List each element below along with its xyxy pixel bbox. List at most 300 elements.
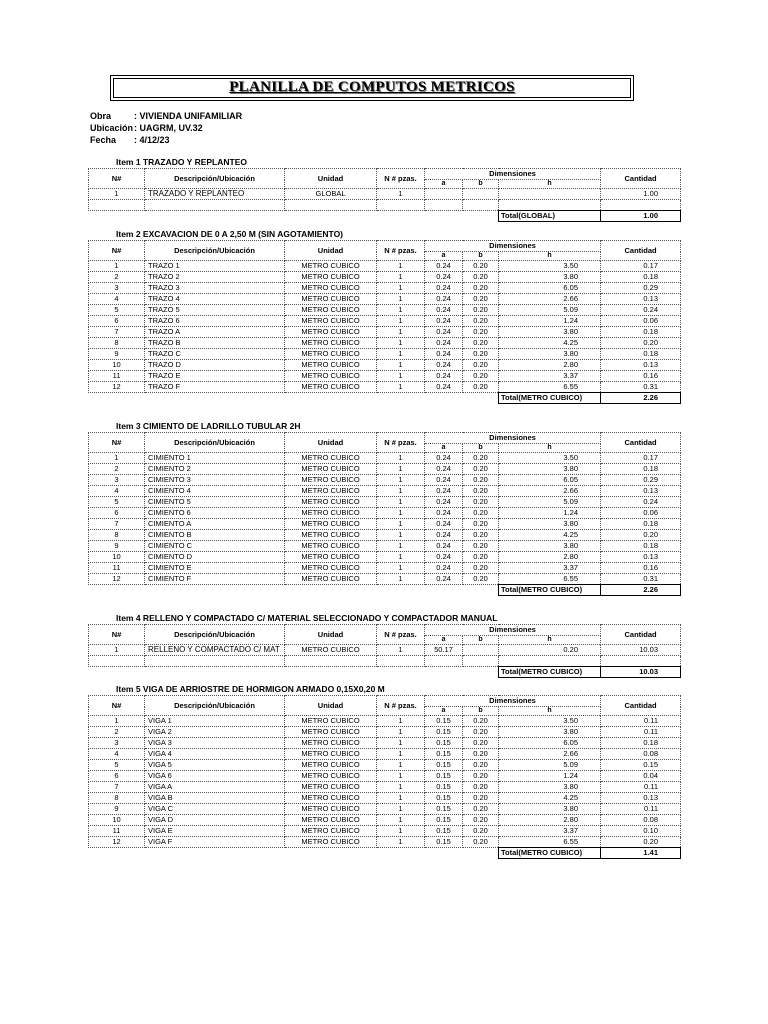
table-row: [89, 453, 681, 464]
cell-a: 0.15: [425, 837, 463, 848]
blank-row: [89, 200, 681, 211]
cell-n: 1: [89, 645, 145, 656]
item-table: [88, 168, 681, 222]
cell-desc: TRAZADO Y REPLANTEO: [145, 189, 285, 200]
empty-cell: [377, 200, 425, 211]
cell-n: 3: [89, 475, 145, 486]
total-row: [89, 585, 681, 596]
cell-pzas: 1: [377, 338, 425, 349]
cell-pzas: 1: [377, 727, 425, 738]
cell-n: 6: [89, 316, 145, 327]
table-row: [89, 327, 681, 338]
cell-desc: VIGA 3: [145, 738, 285, 749]
total-label: Total(GLOBAL): [499, 211, 601, 222]
col-header-a: a: [425, 444, 463, 453]
col-header-unit: Unidad: [285, 625, 377, 645]
cell-b: 0.20: [463, 519, 499, 530]
total-row: [89, 393, 681, 404]
empty-cell: [425, 200, 463, 211]
total-label: Total(METRO CUBICO): [499, 585, 601, 596]
cell-unit: METRO CUBICO: [285, 552, 377, 563]
total-label: Total(METRO CUBICO): [499, 667, 601, 678]
header-row: [89, 241, 681, 252]
cell-unit: METRO CUBICO: [285, 519, 377, 530]
cell-n: 6: [89, 771, 145, 782]
cell-n: 11: [89, 563, 145, 574]
cell-a: 0.15: [425, 815, 463, 826]
cell-n: 7: [89, 782, 145, 793]
col-header-qty: Cantidad: [601, 241, 681, 261]
cell-pzas: 1: [377, 486, 425, 497]
item-section-5: [88, 683, 680, 859]
cell-a: 0.15: [425, 738, 463, 749]
cell-desc: CIMIENTO 2: [145, 464, 285, 475]
item-section-4: [88, 612, 680, 678]
cell-qty: 0.13: [601, 360, 681, 371]
cell-unit: METRO CUBICO: [285, 804, 377, 815]
cell-n: 9: [89, 541, 145, 552]
cell-b: [463, 645, 499, 656]
cell-pzas: 1: [377, 305, 425, 316]
item-title: Item 1 TRAZADO Y REPLANTEO: [116, 157, 247, 167]
cell-desc: VIGA 6: [145, 771, 285, 782]
cell-qty: 0.18: [601, 738, 681, 749]
cell-h: 3.50: [499, 716, 601, 727]
table-row: [89, 541, 681, 552]
cell-b: 0.20: [463, 360, 499, 371]
cell-b: 0.20: [463, 771, 499, 782]
cell-desc: CIMIENTO D: [145, 552, 285, 563]
total-spacer: [89, 211, 499, 222]
cell-qty: 0.24: [601, 305, 681, 316]
cell-qty: 0.13: [601, 294, 681, 305]
cell-unit: METRO CUBICO: [285, 508, 377, 519]
cell-pzas: 1: [377, 453, 425, 464]
cell-b: 0.20: [463, 749, 499, 760]
cell-unit: METRO CUBICO: [285, 453, 377, 464]
col-header-a: a: [425, 636, 463, 645]
cell-b: 0.20: [463, 453, 499, 464]
table-row: [89, 272, 681, 283]
table-row: [89, 574, 681, 585]
cell-qty: 10.03: [601, 645, 681, 656]
table-row: [89, 563, 681, 574]
cell-b: 0.20: [463, 294, 499, 305]
col-header-unit: Unidad: [285, 169, 377, 189]
cell-unit: METRO CUBICO: [285, 541, 377, 552]
col-header-a: a: [425, 252, 463, 261]
cell-pzas: 1: [377, 382, 425, 393]
empty-cell: [601, 656, 681, 667]
cell-unit: METRO CUBICO: [285, 815, 377, 826]
cell-qty: 0.06: [601, 508, 681, 519]
col-header-qty: Cantidad: [601, 625, 681, 645]
table-row: [89, 338, 681, 349]
col-header-n: N#: [89, 433, 145, 453]
item-table: [88, 624, 681, 678]
col-header-desc: Descripción/Ubicación: [145, 696, 285, 716]
item-title: Item 5 VIGA DE ARRIOSTRE DE HORMIGON ARMADO 0,15X0,20 M: [116, 684, 385, 694]
col-header-unit: Unidad: [285, 241, 377, 261]
table-row: [89, 837, 681, 848]
cell-desc: CIMIENTO 6: [145, 508, 285, 519]
col-header-a: a: [425, 707, 463, 716]
cell-desc: VIGA 1: [145, 716, 285, 727]
cell-n: 6: [89, 508, 145, 519]
table-row: [89, 360, 681, 371]
cell-unit: METRO CUBICO: [285, 716, 377, 727]
cell-unit: METRO CUBICO: [285, 771, 377, 782]
cell-a: 0.24: [425, 475, 463, 486]
cell-h: 2.66: [499, 294, 601, 305]
cell-qty: 0.06: [601, 316, 681, 327]
cell-pzas: 1: [377, 283, 425, 294]
cell-b: 0.20: [463, 272, 499, 283]
item-table: [88, 695, 681, 859]
cell-h: 2.80: [499, 815, 601, 826]
cell-n: 12: [89, 837, 145, 848]
cell-pzas: 1: [377, 837, 425, 848]
header-row: [89, 625, 681, 636]
cell-desc: VIGA 2: [145, 727, 285, 738]
cell-n: 9: [89, 804, 145, 815]
cell-n: 4: [89, 294, 145, 305]
cell-unit: METRO CUBICO: [285, 371, 377, 382]
col-header-h: h: [499, 252, 601, 261]
cell-qty: 0.16: [601, 563, 681, 574]
empty-cell: [601, 200, 681, 211]
cell-unit: METRO CUBICO: [285, 793, 377, 804]
total-value: 2.26: [601, 393, 681, 404]
total-row: [89, 848, 681, 859]
cell-h: 5.09: [499, 305, 601, 316]
cell-a: 0.24: [425, 508, 463, 519]
cell-n: 1: [89, 189, 145, 200]
cell-h: 6.55: [499, 837, 601, 848]
cell-unit: GLOBAL: [285, 189, 377, 200]
cell-pzas: 1: [377, 574, 425, 585]
cell-unit: METRO CUBICO: [285, 738, 377, 749]
cell-desc: RELLENO Y COMPACTADO C/ MAT: [145, 645, 285, 656]
cell-pzas: 1: [377, 530, 425, 541]
cell-desc: VIGA E: [145, 826, 285, 837]
cell-qty: 0.11: [601, 804, 681, 815]
cell-n: 10: [89, 360, 145, 371]
cell-b: 0.20: [463, 782, 499, 793]
cell-desc: TRAZO D: [145, 360, 285, 371]
cell-pzas: 1: [377, 563, 425, 574]
cell-b: 0.20: [463, 508, 499, 519]
table-row: [89, 349, 681, 360]
cell-a: 0.15: [425, 826, 463, 837]
cell-b: 0.20: [463, 793, 499, 804]
cell-unit: METRO CUBICO: [285, 283, 377, 294]
cell-b: 0.20: [463, 574, 499, 585]
col-header-qty: Cantidad: [601, 696, 681, 716]
cell-b: 0.20: [463, 464, 499, 475]
cell-pzas: 1: [377, 541, 425, 552]
meta-value: : UAGRM, UV.32: [134, 123, 203, 133]
total-spacer: [89, 585, 499, 596]
cell-pzas: 1: [377, 782, 425, 793]
item-title: Item 4 RELLENO Y COMPACTADO C/ MATERIAL SELECCIONADO Y COMPACTADOR MANUAL: [116, 613, 498, 623]
cell-a: 0.24: [425, 349, 463, 360]
empty-cell: [463, 656, 499, 667]
cell-a: 0.15: [425, 749, 463, 760]
cell-h: 4.25: [499, 338, 601, 349]
cell-pzas: 1: [377, 749, 425, 760]
cell-h: 3.37: [499, 371, 601, 382]
cell-qty: 0.18: [601, 349, 681, 360]
cell-desc: CIMIENTO E: [145, 563, 285, 574]
cell-a: 0.15: [425, 771, 463, 782]
cell-n: 9: [89, 349, 145, 360]
meta-fecha: [90, 134, 170, 146]
col-header-pzas: N # pzas.: [377, 696, 425, 716]
cell-desc: VIGA 4: [145, 749, 285, 760]
cell-n: 11: [89, 371, 145, 382]
table-row: [89, 771, 681, 782]
cell-h: 3.80: [499, 327, 601, 338]
total-spacer: [89, 667, 499, 678]
cell-a: 0.24: [425, 283, 463, 294]
table-row: [89, 793, 681, 804]
cell-h: 2.66: [499, 749, 601, 760]
cell-desc: TRAZO 2: [145, 272, 285, 283]
cell-qty: 0.11: [601, 782, 681, 793]
cell-qty: 0.11: [601, 727, 681, 738]
cell-desc: CIMIENTO 4: [145, 486, 285, 497]
cell-desc: CIMIENTO F: [145, 574, 285, 585]
cell-b: 0.20: [463, 760, 499, 771]
col-header-b: b: [463, 180, 499, 189]
cell-unit: METRO CUBICO: [285, 782, 377, 793]
col-header-qty: Cantidad: [601, 169, 681, 189]
cell-h: 4.25: [499, 530, 601, 541]
cell-unit: METRO CUBICO: [285, 837, 377, 848]
cell-pzas: 1: [377, 371, 425, 382]
table-row: [89, 826, 681, 837]
cell-a: [425, 189, 463, 200]
cell-pzas: 1: [377, 464, 425, 475]
cell-n: 1: [89, 453, 145, 464]
cell-pzas: 1: [377, 261, 425, 272]
total-spacer: [89, 393, 499, 404]
cell-qty: 0.04: [601, 771, 681, 782]
item-title: Item 3 CIMIENTO DE LADRILLO TUBULAR 2H: [116, 421, 301, 431]
meta-ubicacion: [90, 122, 203, 134]
col-header-b: b: [463, 252, 499, 261]
cell-desc: VIGA D: [145, 815, 285, 826]
cell-a: 0.15: [425, 760, 463, 771]
cell-pzas: 1: [377, 645, 425, 656]
cell-unit: METRO CUBICO: [285, 563, 377, 574]
cell-b: 0.20: [463, 475, 499, 486]
cell-unit: METRO CUBICO: [285, 530, 377, 541]
meta-value: : 4/12/23: [134, 135, 170, 145]
item-title: Item 2 EXCAVACION DE 0 A 2,50 M (SIN AGOTAMIENTO): [116, 229, 344, 239]
cell-qty: 0.08: [601, 749, 681, 760]
cell-b: 0.20: [463, 349, 499, 360]
col-header-pzas: N # pzas.: [377, 169, 425, 189]
cell-desc: TRAZO C: [145, 349, 285, 360]
cell-h: 6.05: [499, 283, 601, 294]
cell-n: 5: [89, 760, 145, 771]
cell-qty: 0.29: [601, 475, 681, 486]
cell-n: 2: [89, 272, 145, 283]
cell-h: 6.05: [499, 738, 601, 749]
cell-desc: CIMIENTO 3: [145, 475, 285, 486]
table-row: [89, 738, 681, 749]
cell-qty: 1.00: [601, 189, 681, 200]
col-header-n: N#: [89, 696, 145, 716]
cell-pzas: 1: [377, 508, 425, 519]
col-header-a: a: [425, 180, 463, 189]
col-header-b: b: [463, 636, 499, 645]
cell-h: 1.24: [499, 508, 601, 519]
col-header-n: N#: [89, 241, 145, 261]
total-value: 1.00: [601, 211, 681, 222]
total-value: 10.03: [601, 667, 681, 678]
cell-unit: METRO CUBICO: [285, 486, 377, 497]
cell-b: 0.20: [463, 305, 499, 316]
cell-unit: METRO CUBICO: [285, 327, 377, 338]
col-header-dims: Dimensiones: [425, 625, 601, 636]
cell-a: 0.24: [425, 261, 463, 272]
cell-desc: TRAZO 5: [145, 305, 285, 316]
cell-qty: 0.31: [601, 382, 681, 393]
cell-h: 5.09: [499, 760, 601, 771]
cell-a: 0.24: [425, 552, 463, 563]
cell-unit: METRO CUBICO: [285, 294, 377, 305]
cell-h: 3.80: [499, 519, 601, 530]
cell-a: 0.15: [425, 804, 463, 815]
meta-label: Obra: [90, 111, 112, 121]
table-row: [89, 716, 681, 727]
cell-desc: CIMIENTO 1: [145, 453, 285, 464]
table-row: [89, 530, 681, 541]
cell-a: 0.15: [425, 782, 463, 793]
cell-b: 0.20: [463, 727, 499, 738]
cell-desc: TRAZO 3: [145, 283, 285, 294]
cell-pzas: 1: [377, 793, 425, 804]
cell-h: 3.50: [499, 453, 601, 464]
col-header-n: N#: [89, 169, 145, 189]
empty-cell: [145, 200, 285, 211]
cell-qty: 0.13: [601, 552, 681, 563]
cell-h: 1.24: [499, 316, 601, 327]
col-header-dims: Dimensiones: [425, 241, 601, 252]
table-row: [89, 749, 681, 760]
col-header-pzas: N # pzas.: [377, 433, 425, 453]
cell-unit: METRO CUBICO: [285, 382, 377, 393]
table-row: [89, 305, 681, 316]
cell-qty: 0.13: [601, 486, 681, 497]
empty-cell: [425, 656, 463, 667]
cell-qty: 0.31: [601, 574, 681, 585]
cell-n: 4: [89, 749, 145, 760]
col-header-h: h: [499, 180, 601, 189]
cell-b: 0.20: [463, 738, 499, 749]
blank-row: [89, 656, 681, 667]
empty-cell: [499, 200, 601, 211]
table-row: [89, 486, 681, 497]
cell-n: 4: [89, 486, 145, 497]
cell-a: 0.24: [425, 464, 463, 475]
cell-qty: 0.18: [601, 464, 681, 475]
cell-desc: VIGA 5: [145, 760, 285, 771]
page-title: PLANILLA DE COMPUTOS METRICOS: [229, 79, 515, 95]
cell-n: 5: [89, 305, 145, 316]
col-header-qty: Cantidad: [601, 433, 681, 453]
cell-unit: METRO CUBICO: [285, 316, 377, 327]
cell-unit: METRO CUBICO: [285, 645, 377, 656]
table-row: [89, 552, 681, 563]
cell-b: 0.20: [463, 563, 499, 574]
cell-a: 0.24: [425, 541, 463, 552]
header-row: [89, 696, 681, 707]
cell-pzas: 1: [377, 360, 425, 371]
total-label: Total(METRO CUBICO): [499, 393, 601, 404]
cell-a: 0.24: [425, 338, 463, 349]
col-header-desc: Descripción/Ubicación: [145, 625, 285, 645]
cell-n: 7: [89, 327, 145, 338]
cell-pzas: 1: [377, 771, 425, 782]
table-row: [89, 382, 681, 393]
table-row: [89, 645, 681, 656]
cell-pzas: 1: [377, 826, 425, 837]
cell-b: 0.20: [463, 826, 499, 837]
cell-n: 12: [89, 382, 145, 393]
total-spacer: [89, 848, 499, 859]
cell-a: 0.24: [425, 519, 463, 530]
col-header-pzas: N # pzas.: [377, 625, 425, 645]
cell-pzas: 1: [377, 349, 425, 360]
cell-unit: METRO CUBICO: [285, 464, 377, 475]
cell-unit: METRO CUBICO: [285, 749, 377, 760]
cell-qty: 0.24: [601, 497, 681, 508]
cell-pzas: 1: [377, 519, 425, 530]
item-section-1: [88, 156, 680, 222]
cell-unit: METRO CUBICO: [285, 272, 377, 283]
cell-qty: 0.10: [601, 826, 681, 837]
cell-n: 2: [89, 727, 145, 738]
title-box: [110, 75, 634, 101]
cell-desc: TRAZO F: [145, 382, 285, 393]
cell-n: 2: [89, 464, 145, 475]
cell-a: 0.24: [425, 272, 463, 283]
cell-a: 0.24: [425, 360, 463, 371]
empty-cell: [377, 656, 425, 667]
cell-h: 3.50: [499, 261, 601, 272]
cell-h: 3.37: [499, 563, 601, 574]
cell-pzas: 1: [377, 294, 425, 305]
cell-h: 3.80: [499, 782, 601, 793]
cell-b: 0.20: [463, 327, 499, 338]
cell-unit: METRO CUBICO: [285, 574, 377, 585]
cell-desc: CIMIENTO A: [145, 519, 285, 530]
meta-obra: [90, 110, 242, 122]
cell-h: 2.66: [499, 486, 601, 497]
cell-n: 1: [89, 716, 145, 727]
empty-cell: [145, 656, 285, 667]
cell-qty: 0.13: [601, 793, 681, 804]
table-row: [89, 189, 681, 200]
table-row: [89, 464, 681, 475]
col-header-dims: Dimensiones: [425, 696, 601, 707]
empty-cell: [499, 656, 601, 667]
cell-unit: METRO CUBICO: [285, 338, 377, 349]
